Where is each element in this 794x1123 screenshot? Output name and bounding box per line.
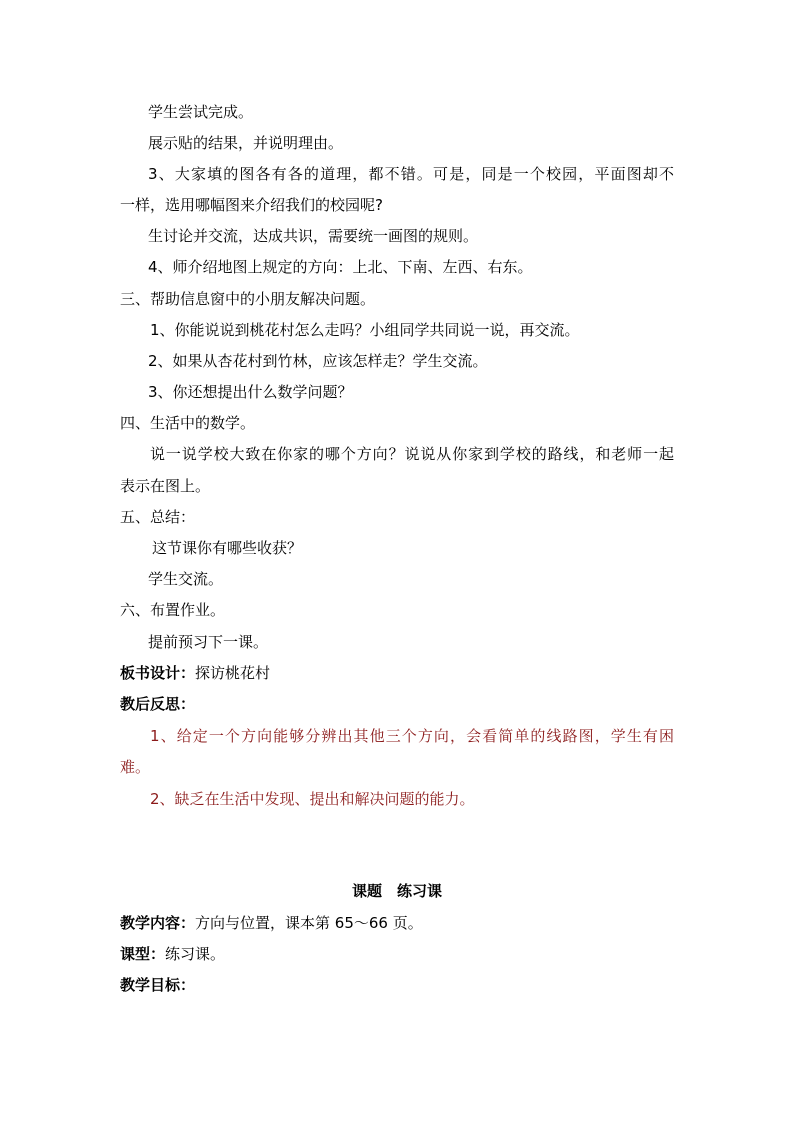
question-1: 1、你能说说到桃花村怎么走吗？小组同学共同说一说，再交流。 — [150, 321, 580, 339]
paragraph-discussion: 生讨论并交流，达成共识，需要统一画图的规则。 — [148, 227, 479, 245]
lesson-type-value: 练习课。 — [165, 945, 226, 963]
question-3: 3、你还想提出什么数学问题？ — [148, 383, 353, 401]
reflection-label: 教后反思： — [120, 695, 196, 713]
teaching-goals-label: 教学目标： — [120, 976, 196, 994]
summary-question: 这节课你有哪些收获？ — [152, 539, 303, 557]
lesson-type — [120, 944, 225, 964]
heading-section-3: 三、帮助信息窗中的小朋友解决问题。 — [120, 290, 376, 308]
reflection-point-1-line2: 难。 — [120, 758, 151, 776]
lesson-title: 课题 练习课 — [351, 882, 442, 900]
board-design-label: 板书设计： — [120, 664, 196, 682]
paragraph-show-results: 展示贴的结果，并说明理由。 — [148, 134, 344, 152]
heading-section-6: 六、布置作业。 — [120, 601, 226, 619]
heading-section-5: 五、总结： — [120, 508, 196, 526]
summary-answer: 学生交流。 — [148, 570, 224, 588]
board-design — [120, 663, 270, 683]
board-design-value: 探访桃花村 — [195, 664, 271, 682]
paragraph-life-math-line1: 说一说学校大致在你家的哪个方向？说说从你家到学校的路线，和老师一起 — [150, 445, 674, 463]
lesson-type-label: 课型： — [120, 945, 166, 963]
paragraph-point-3-line1: 3、大家填的图各有各的道理，都不错。可是，同是一个校园，平面图却不 — [148, 165, 674, 183]
paragraph-point-4: 4、师介绍地图上规定的方向：上北、下南、左西、右东。 — [148, 258, 533, 276]
paragraph-point-3-line2: 一样，选用哪幅图来介绍我们的校园呢? — [120, 196, 383, 214]
paragraph-life-math-line2: 表示在图上。 — [120, 477, 211, 495]
question-2: 2、如果从杏花村到竹林，应该怎样走？学生交流。 — [148, 352, 488, 370]
teaching-content-value: 方向与位置，课本第 65～66 页。 — [195, 914, 423, 932]
teaching-content — [120, 913, 423, 933]
teaching-content-label: 教学内容： — [120, 914, 196, 932]
paragraph-student-try: 学生尝试完成。 — [148, 103, 254, 121]
homework-task: 提前预习下一课。 — [148, 633, 269, 651]
heading-section-4: 四、生活中的数学。 — [120, 414, 256, 432]
reflection-point-2: 2、缺乏在生活中发现、提出和解决问题的能力。 — [150, 790, 475, 808]
reflection-point-1-line1: 1、给定一个方向能够分辨出其他三个方向，会看简单的线路图，学生有困 — [150, 727, 674, 745]
